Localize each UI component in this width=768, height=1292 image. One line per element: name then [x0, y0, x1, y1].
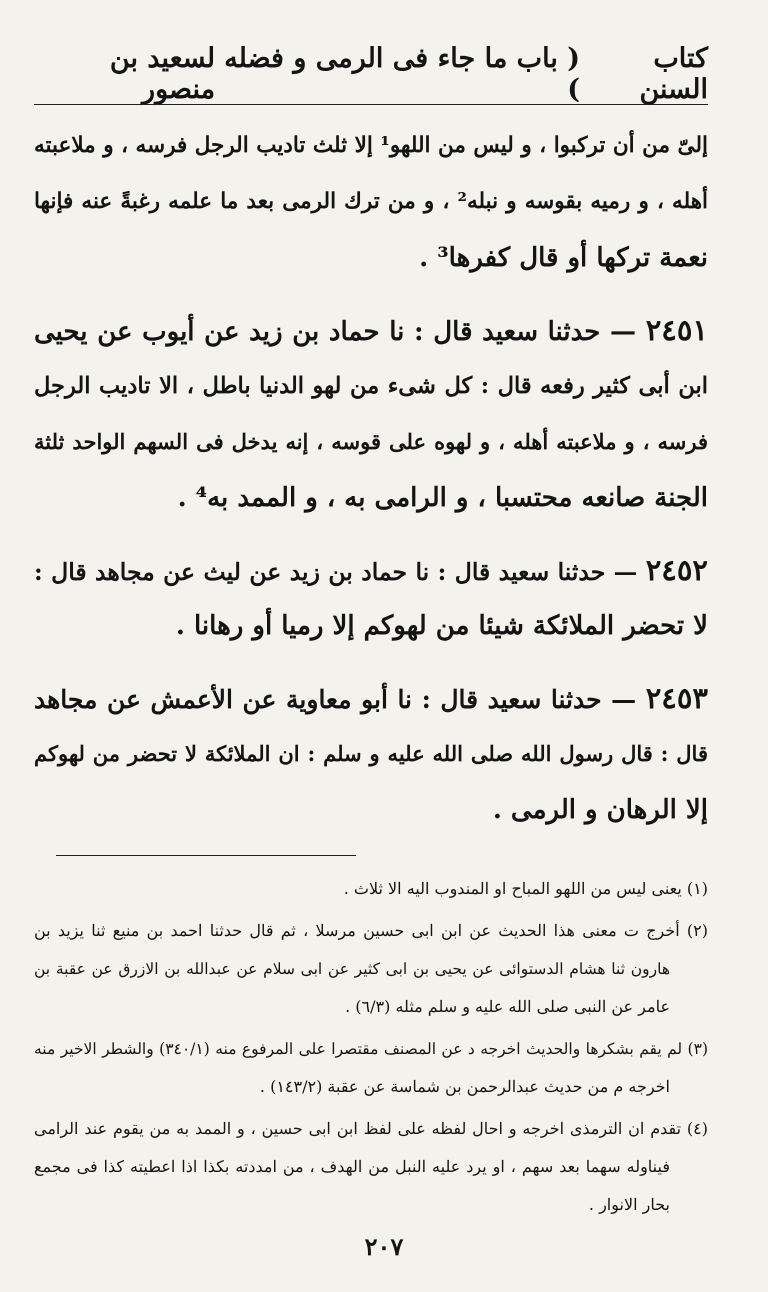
hadith-number: ٢٤٥٣: [645, 681, 708, 715]
running-header: [34, 43, 708, 105]
text-line: إلا الرهان و الرمى .: [492, 795, 708, 825]
hadith-2453-line: [34, 670, 708, 726]
text-line: أهله ، و رميه بقوسه و نبله² ، و من ترك الرمى بعد ما علمه رغبةً عنه فإنها: [34, 189, 708, 214]
header-author: لسعيد بن منصور: [109, 43, 216, 105]
footnotes: [34, 870, 708, 1224]
hadith-number: ٢٤٥١: [645, 313, 709, 347]
footnote-3-line: اخرجه م من حديث عبدالرحمن بن شماسة عن عقبة (١٤٣/٢) .: [259, 1077, 670, 1096]
footnote-rule: [56, 855, 356, 856]
text-line: إلىّ من أن تركبوا ، و ليس من اللهو¹ إلا ثلث تاديب الرجل فرسه ، و ملاعبته: [34, 133, 708, 158]
hadith-number: ٢٤٥٢: [645, 553, 708, 587]
hadith-2452-line: [34, 542, 708, 598]
footnote-1: (١) يعنى ليس من اللهو المباح او المندوب اليه الا ثلاث .: [343, 879, 708, 898]
hadith-text: — حدثنا سعيد قال : نا حماد بن زيد عن ليث عن مجاهد قال :: [34, 558, 638, 586]
header-rule: [34, 104, 708, 105]
hadith-text: — حدثنا سعيد قال : نا أبو معاوية عن الأعمش عن مجاهد: [34, 685, 637, 714]
footnote-3: (٣) لم يقم بشكرها والحديث اخرجه د عن المصنف مقتصرا على المرفوع منه (٣٤٠/١) والشطر الاخير منه: [34, 1040, 708, 1058]
header-chapter-title: ( باب ما جاء فى الرمى و فضله ): [224, 43, 581, 105]
footnote-4-line: بحار الانوار .: [588, 1195, 670, 1214]
hadith-text: — حدثنا سعيد قال : نا حماد بن زيد عن أيوب عن يحيى: [34, 317, 637, 347]
header-book-title: كتاب السنن: [639, 43, 708, 105]
text-line: فرسه ، و ملاعبته أهله ، و لهوه على قوسه ، إنه يدخل فى السهم الواحد ثلثة: [34, 429, 708, 454]
footnote-4-line: فيناوله سهما بعد سهم ، او يرد عليه النبل من الهدف ، من امددته بكذا اذا اعطيته كذا فى مجمع: [34, 1157, 670, 1176]
footnote-4: (٤) تقدم ان الترمذى اخرجه و احال لفظه على لفظ ابن ابى حسين ، و الممد به من يقوم عند الرامى: [34, 1119, 709, 1138]
footnote-2-line: هارون ثنا هشام الدستوائى عن يحيى بن ابى كثير عن ابى سلام عن عبدالله بن الازرق عن عقبة بن: [34, 960, 670, 978]
footnote-2-line: عامر عن النبى صلى الله عليه و سلم مثله (٦/٣) .: [345, 997, 670, 1016]
text-line: لا تحضر الملائكة شيئا من لهوكم إلا رميا أو رهانا .: [175, 611, 708, 641]
page-number: ٢٠٧: [364, 1232, 404, 1261]
text-line: الجنة صانعه محتسبا ، و الرامى به ، و الممد به⁴ .: [177, 483, 708, 513]
text-line: نعمة تركها أو قال كفرها³ .: [419, 243, 708, 273]
text-line: ابن أبى كثير رفعه قال : كل شىء من لهو الدنيا باطل ، الا تاديب الرجل: [34, 373, 708, 399]
text-line: قال : قال رسول الله صلى الله عليه و سلم : ان الملائكة لا تحضر من لهوكم: [34, 741, 708, 766]
footnote-2: (٢) أخرج ت معنى هذا الحديث عن ابن ابى حسين مرسلا ، ثم قال حدثنا احمد بن منيع ثنا يزيد بن: [34, 921, 708, 940]
main-text: [34, 118, 708, 838]
hadith-2451-line: [34, 302, 708, 358]
